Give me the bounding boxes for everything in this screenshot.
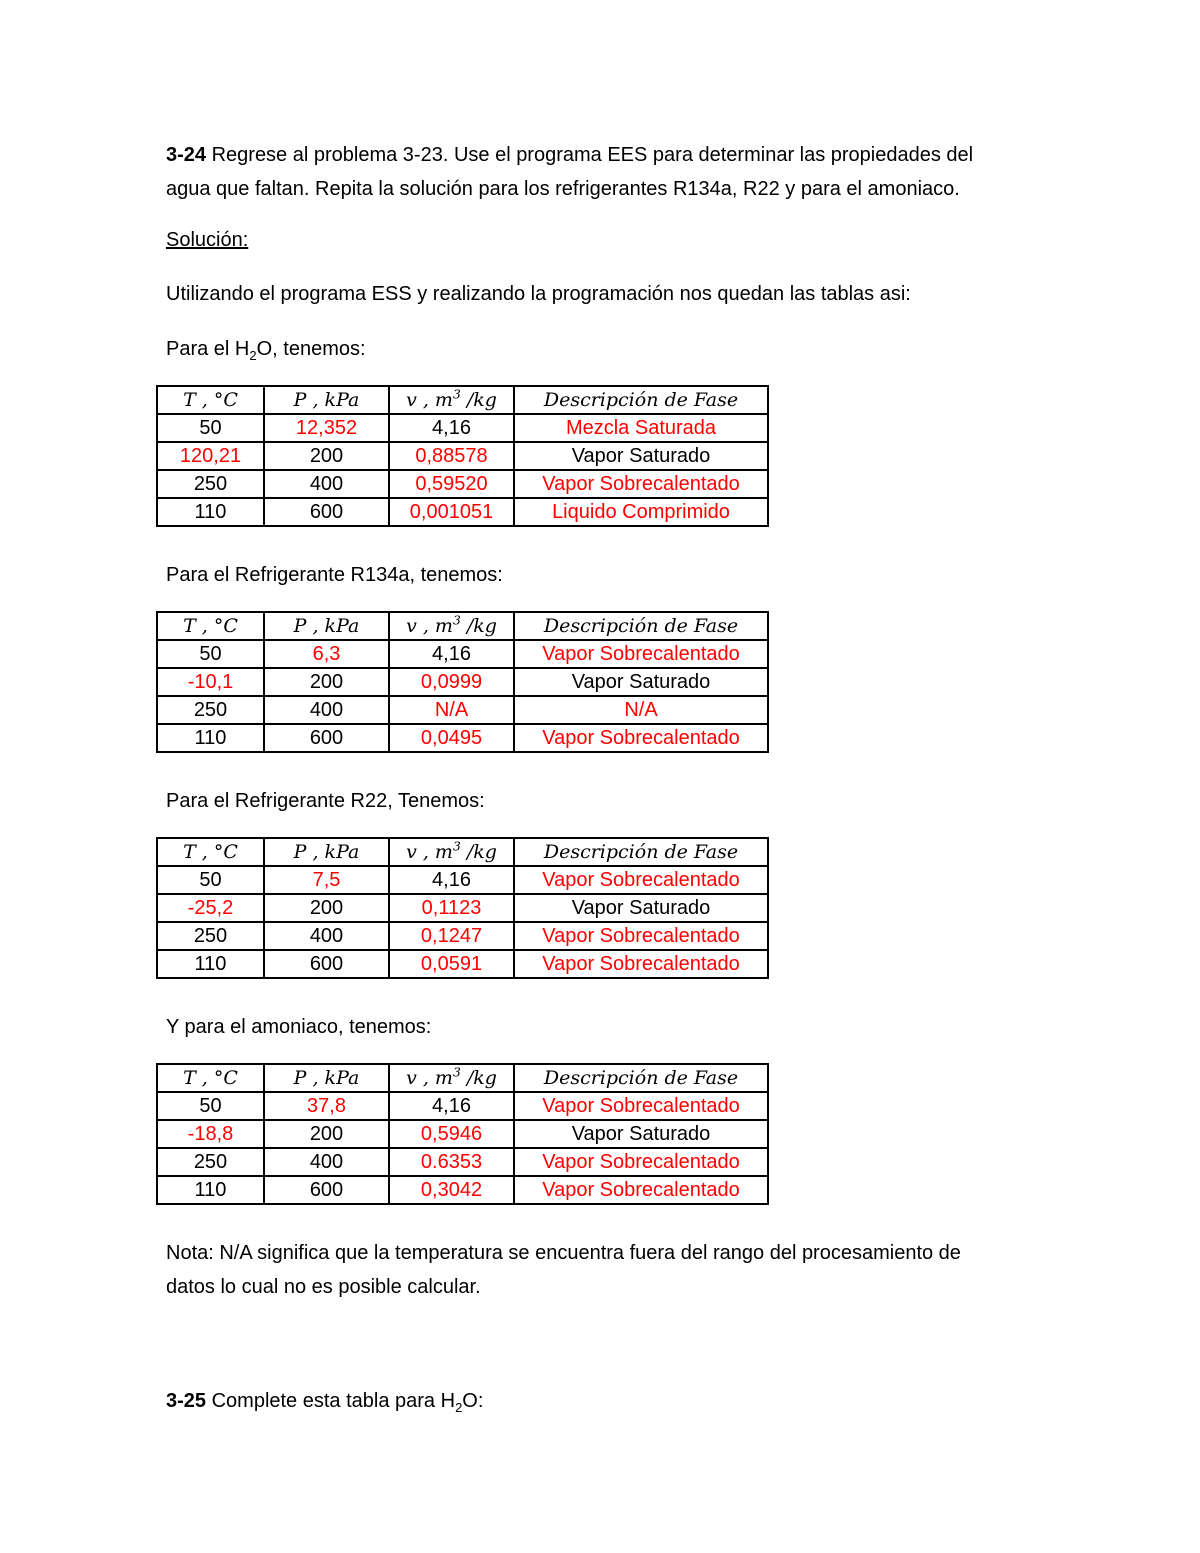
- cell-pressure: 600: [264, 1176, 389, 1204]
- table-row: [157, 1120, 768, 1148]
- cell-pressure: 12,352: [264, 414, 389, 442]
- cell-pressure: 7,5: [264, 866, 389, 894]
- header-volume-base: v , m: [406, 389, 453, 411]
- cell-phase: Vapor Sobrecalentado: [514, 866, 768, 894]
- cell-phase: Vapor Sobrecalentado: [514, 1176, 768, 1204]
- cell-volume: 0,0591: [389, 950, 514, 978]
- cell-phase: Vapor Sobrecalentado: [514, 922, 768, 950]
- header-phase: Descripción de Fase: [514, 612, 768, 640]
- cell-temperature: 50: [157, 414, 264, 442]
- cell-volume: 0,1123: [389, 894, 514, 922]
- cell-temperature: -10,1: [157, 668, 264, 696]
- cell-pressure: 600: [264, 498, 389, 526]
- cell-phase: Vapor Sobrecalentado: [514, 1148, 768, 1176]
- cell-phase: Vapor Saturado: [514, 894, 768, 922]
- note-line-2: datos lo cual no es posible calcular.: [166, 1276, 481, 1298]
- table-row: [157, 696, 768, 724]
- cell-volume: 4,16: [389, 866, 514, 894]
- cell-volume: 0,88578: [389, 442, 514, 470]
- cell-volume: 0,0495: [389, 724, 514, 752]
- table-row: [157, 950, 768, 978]
- header-volume: [389, 612, 514, 640]
- cell-temperature: 50: [157, 866, 264, 894]
- cell-pressure: 600: [264, 724, 389, 752]
- header-volume-base: v , m: [406, 615, 453, 637]
- cell-pressure: 400: [264, 922, 389, 950]
- cell-pressure: 400: [264, 470, 389, 498]
- header-pressure: P , kPa: [264, 386, 389, 414]
- table-row: [157, 470, 768, 498]
- solution-text: Utilizando el programa ESS y realizando la programación nos quedan las tablas asi:: [166, 283, 911, 305]
- caption-water: [166, 332, 1046, 366]
- table-row: [157, 866, 768, 894]
- header-volume-sup: 3: [452, 1065, 461, 1080]
- header-pressure: P , kPa: [264, 1064, 389, 1092]
- table-row: [157, 894, 768, 922]
- header-temperature: T , °C: [157, 1064, 264, 1092]
- caption-water-sub: 2: [249, 348, 257, 363]
- header-volume: [389, 386, 514, 414]
- cell-volume: 4,16: [389, 1092, 514, 1120]
- cell-phase: Vapor Saturado: [514, 1120, 768, 1148]
- cell-volume: 4,16: [389, 640, 514, 668]
- solution-heading: Solución:: [166, 229, 249, 251]
- next-problem-pre: Complete esta tabla para H: [206, 1390, 456, 1412]
- header-volume-sup: 3: [452, 613, 461, 628]
- table-water: [156, 385, 769, 527]
- problem-line-2: agua que faltan. Repita la solución para los refrigerantes R134a, R22 y para el amoniaco.: [166, 178, 960, 200]
- header-volume-sup: 3: [452, 387, 461, 402]
- header-volume-unit: /kg: [460, 841, 497, 863]
- cell-temperature: 250: [157, 1148, 264, 1176]
- header-volume: [389, 838, 514, 866]
- cell-temperature: 50: [157, 1092, 264, 1120]
- table-row: [157, 442, 768, 470]
- header-phase: Descripción de Fase: [514, 1064, 768, 1092]
- cell-temperature: -25,2: [157, 894, 264, 922]
- cell-pressure: 200: [264, 894, 389, 922]
- problem-line-1: Regrese al problema 3-23. Use el programa EES para determinar las propiedades del: [206, 144, 974, 166]
- header-pressure: P , kPa: [264, 838, 389, 866]
- header-phase: Descripción de Fase: [514, 838, 768, 866]
- header-volume: [389, 1064, 514, 1092]
- cell-pressure: 200: [264, 442, 389, 470]
- cell-volume: 0,5946: [389, 1120, 514, 1148]
- problem-statement: [166, 138, 1046, 206]
- cell-volume: 0,1247: [389, 922, 514, 950]
- cell-phase: N/A: [514, 696, 768, 724]
- next-problem-number: 3-25: [166, 1390, 207, 1412]
- header-row: [157, 612, 768, 640]
- table-row: [157, 1176, 768, 1204]
- table-ammonia: [156, 1063, 769, 1205]
- cell-pressure: 400: [264, 696, 389, 724]
- caption-water-post: O, tenemos:: [256, 338, 366, 360]
- table-row: [157, 668, 768, 696]
- note: [166, 1236, 1046, 1304]
- cell-temperature: 110: [157, 950, 264, 978]
- header-volume-sup: 3: [452, 839, 461, 854]
- cell-volume: 0,0999: [389, 668, 514, 696]
- header-pressure: P , kPa: [264, 612, 389, 640]
- header-temperature: T , °C: [157, 838, 264, 866]
- cell-phase: Vapor Saturado: [514, 668, 768, 696]
- header-volume-base: v , m: [406, 1067, 453, 1089]
- cell-phase: Vapor Saturado: [514, 442, 768, 470]
- table-row: [157, 1148, 768, 1176]
- cell-temperature: -18,8: [157, 1120, 264, 1148]
- table-row: [157, 1092, 768, 1120]
- cell-temperature: 250: [157, 922, 264, 950]
- header-temperature: T , °C: [157, 612, 264, 640]
- cell-temperature: 250: [157, 696, 264, 724]
- cell-phase: Vapor Sobrecalentado: [514, 640, 768, 668]
- cell-pressure: 37,8: [264, 1092, 389, 1120]
- cell-temperature: 250: [157, 470, 264, 498]
- cell-phase: Liquido Comprimido: [514, 498, 768, 526]
- cell-temperature: 110: [157, 1176, 264, 1204]
- cell-pressure: 600: [264, 950, 389, 978]
- caption-r134a: Para el Refrigerante R134a, tenemos:: [166, 564, 503, 586]
- cell-temperature: 110: [157, 498, 264, 526]
- caption-ammonia: Y para el amoniaco, tenemos:: [166, 1016, 432, 1038]
- header-volume-unit: /kg: [460, 389, 497, 411]
- table-r134a: [156, 611, 769, 753]
- header-row: [157, 838, 768, 866]
- cell-phase: Vapor Sobrecalentado: [514, 470, 768, 498]
- table-row: [157, 498, 768, 526]
- header-temperature: T , °C: [157, 386, 264, 414]
- caption-r22: Para el Refrigerante R22, Tenemos:: [166, 790, 485, 812]
- cell-volume: N/A: [389, 696, 514, 724]
- next-problem-sub: 2: [455, 1400, 463, 1415]
- cell-phase: Vapor Sobrecalentado: [514, 1092, 768, 1120]
- cell-phase: Vapor Sobrecalentado: [514, 724, 768, 752]
- header-phase: Descripción de Fase: [514, 386, 768, 414]
- next-problem-post: O:: [462, 1390, 484, 1412]
- caption-water-pre: Para el H: [166, 338, 250, 360]
- table-row: [157, 414, 768, 442]
- header-row: [157, 386, 768, 414]
- cell-temperature: 50: [157, 640, 264, 668]
- cell-volume: 4,16: [389, 414, 514, 442]
- cell-pressure: 6,3: [264, 640, 389, 668]
- table-r22: [156, 837, 769, 979]
- cell-phase: Mezcla Saturada: [514, 414, 768, 442]
- table-row: [157, 922, 768, 950]
- cell-volume: 0,001051: [389, 498, 514, 526]
- header-row: [157, 1064, 768, 1092]
- header-volume-base: v , m: [406, 841, 453, 863]
- cell-phase: Vapor Sobrecalentado: [514, 950, 768, 978]
- problem-number: 3-24: [166, 144, 207, 166]
- cell-volume: 0,59520: [389, 470, 514, 498]
- header-volume-unit: /kg: [460, 1067, 497, 1089]
- cell-volume: 0,3042: [389, 1176, 514, 1204]
- header-volume-unit: /kg: [460, 615, 497, 637]
- table-row: [157, 724, 768, 752]
- cell-temperature: 120,21: [157, 442, 264, 470]
- cell-temperature: 110: [157, 724, 264, 752]
- cell-pressure: 200: [264, 668, 389, 696]
- cell-volume: 0.6353: [389, 1148, 514, 1176]
- cell-pressure: 400: [264, 1148, 389, 1176]
- table-row: [157, 640, 768, 668]
- note-line-1: Nota: N/A significa que la temperatura se encuentra fuera del rango del procesamiento de: [166, 1242, 961, 1264]
- next-problem: [166, 1384, 1046, 1418]
- cell-pressure: 200: [264, 1120, 389, 1148]
